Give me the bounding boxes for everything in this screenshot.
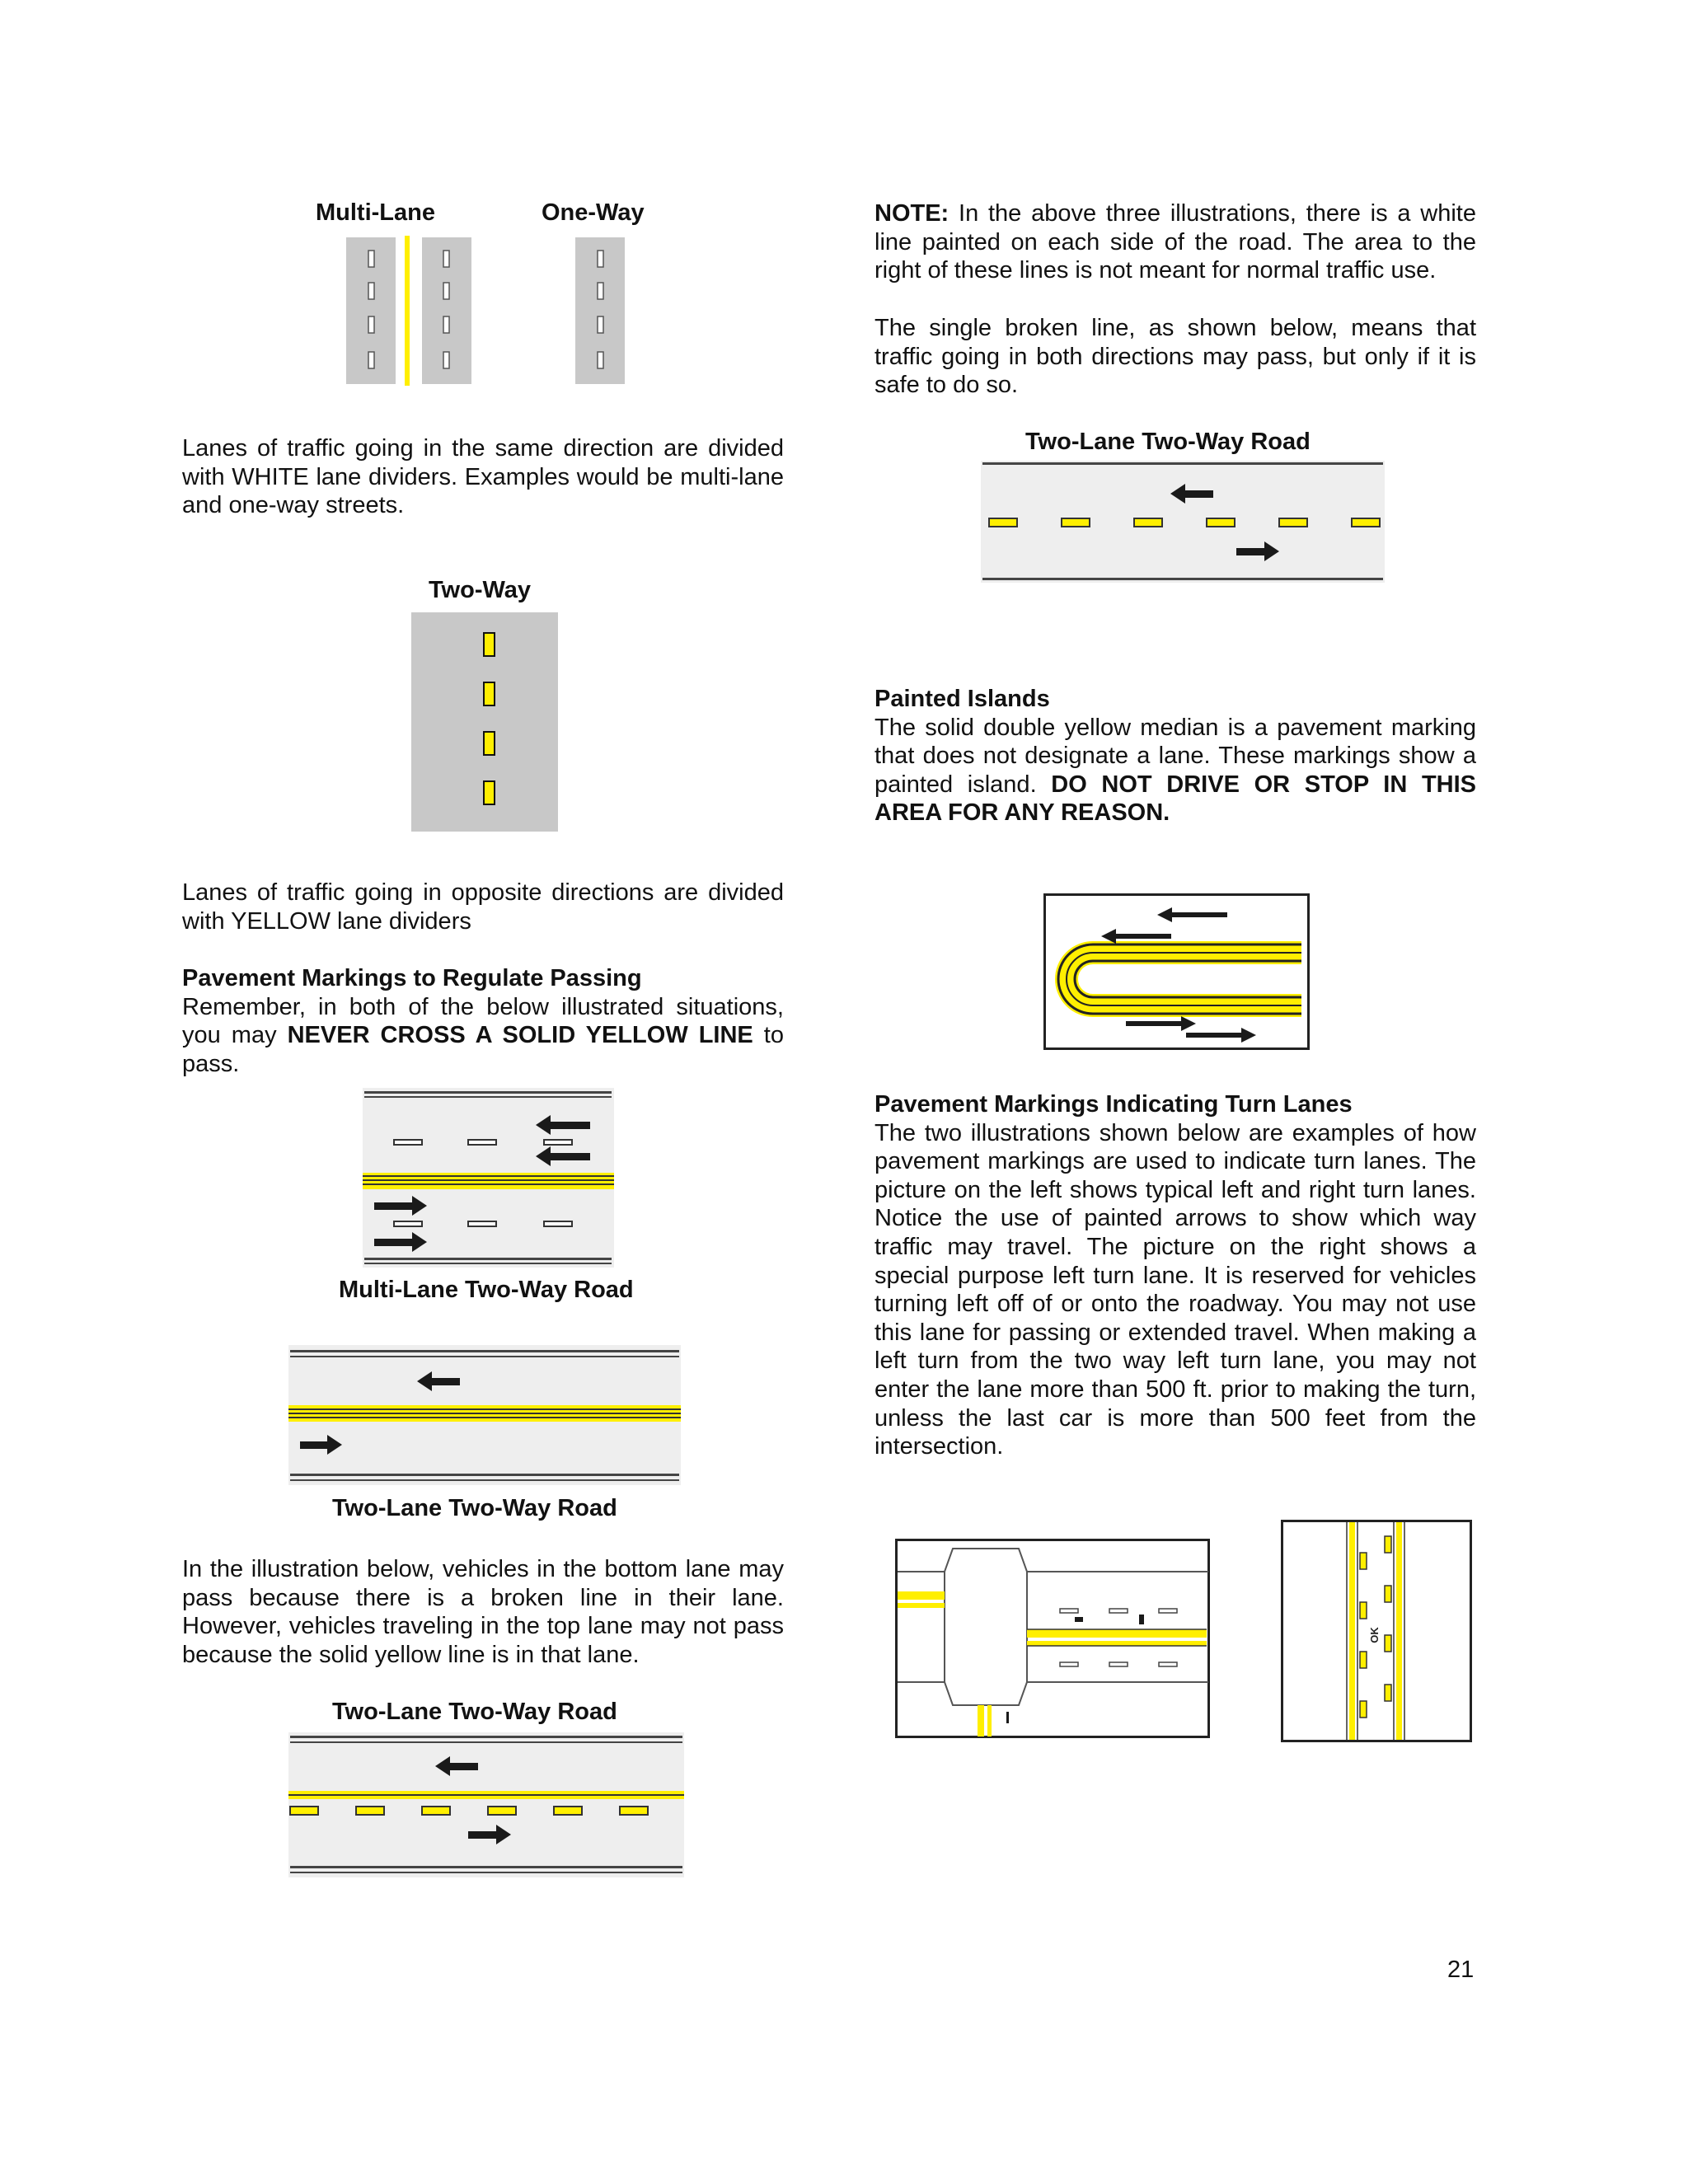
page-number: 21 <box>1447 1957 1475 1983</box>
caption-two-lane-two-way-road-1: Two-Lane Two-Way Road <box>332 1495 617 1521</box>
caption-multi-lane-two-way-road: Multi-Lane Two-Way Road <box>339 1277 634 1303</box>
ok-marking: OK <box>1368 1627 1381 1643</box>
single-broken-paragraph: The single broken line, as shown below, means that traffic going in both directions may pass, but only if it is safe to do so. <box>874 315 1476 399</box>
painted-islands-section <box>874 685 1476 827</box>
painted-islands-heading: Painted Islands <box>874 686 1050 712</box>
passing-text: Remember, in both of the below illustrated situations, you may <box>182 993 784 1049</box>
caption-two-way: Two-Way <box>429 577 532 603</box>
caption-multi-lane: Multi-Lane <box>316 199 435 226</box>
multi-lane-two-way-road-illustration <box>363 1088 614 1268</box>
painted-islands-emphasis: DO NOT DRIVE OR STOP IN THIS AREA FOR ANY REASON. <box>874 771 1476 827</box>
turn-lanes-section <box>874 1090 1476 1461</box>
turn-lanes-text: The two illustrations shown below are examples of how pavement markings are used to indicate turn lanes. The picture on the left shows typical left and right turn lanes. Notice the use of painted arrows to show which way traffic may travel. The picture on the right shows a special purpose left turn lane. It is reserved for vehicles turning left off of or onto the roadway. You may not use this lane for passing or extended travel. When making a left turn from the two way left turn lane, you may not enter the lane more than 500 ft. prior to making the turn, unless the last car is more than 500 feet from the intersection. <box>874 1119 1476 1460</box>
caption-two-lane-two-way-road-3: Two-Lane Two-Way Road <box>1025 429 1311 455</box>
passing-emphasis: NEVER CROSS A SOLID YELLOW LINE <box>287 1022 753 1049</box>
turn-lanes-heading: Pavement Markings Indicating Turn Lanes <box>874 1091 1353 1118</box>
passing-section <box>182 964 784 1078</box>
painted-islands-text: The solid double yellow median is a pavement marking that does not designate a lane. These markings show a painted island. <box>874 714 1476 798</box>
caption-two-lane-two-way-road-2: Two-Lane Two-Way Road <box>332 1699 617 1725</box>
yellow-dividers-paragraph: Lanes of traffic going in opposite directions are divided with YELLOW lane dividers <box>182 879 784 935</box>
two-way-illustration <box>411 612 558 832</box>
two-way-left-turn-lane-illustration <box>1281 1520 1472 1742</box>
one-way-illustration <box>575 236 625 386</box>
note-label: NOTE: <box>874 200 950 227</box>
note-paragraph <box>874 199 1476 285</box>
two-lane-two-way-road-mixed-illustration <box>288 1732 684 1877</box>
painted-island-illustration <box>1043 893 1310 1050</box>
intersection-turn-lanes-illustration <box>895 1539 1210 1738</box>
bottom-lane-paragraph: In the illustration below, vehicles in the bottom lane may pass because there is a broken line in their lane. However, vehicles traveling in the top lane may not pass because the solid yellow line is in that lane. <box>182 1556 784 1668</box>
white-dividers-paragraph: Lanes of traffic going in the same direction are divided with WHITE lane dividers. Examples would be multi-lane and one-way streets. <box>182 435 784 519</box>
passing-heading: Pavement Markings to Regulate Passing <box>182 965 642 991</box>
two-lane-two-way-road-broken-illustration <box>981 461 1385 583</box>
two-lane-two-way-road-solid-illustration <box>288 1345 681 1485</box>
multi-lane-illustration <box>346 236 471 386</box>
note-text: In the above three illustrations, there is a white line painted on each side of the road. The area to the right of these lines is not meant for normal traffic use. <box>874 200 1476 284</box>
passing-text-end: to pass. <box>182 1022 784 1077</box>
caption-one-way: One-Way <box>542 199 645 226</box>
